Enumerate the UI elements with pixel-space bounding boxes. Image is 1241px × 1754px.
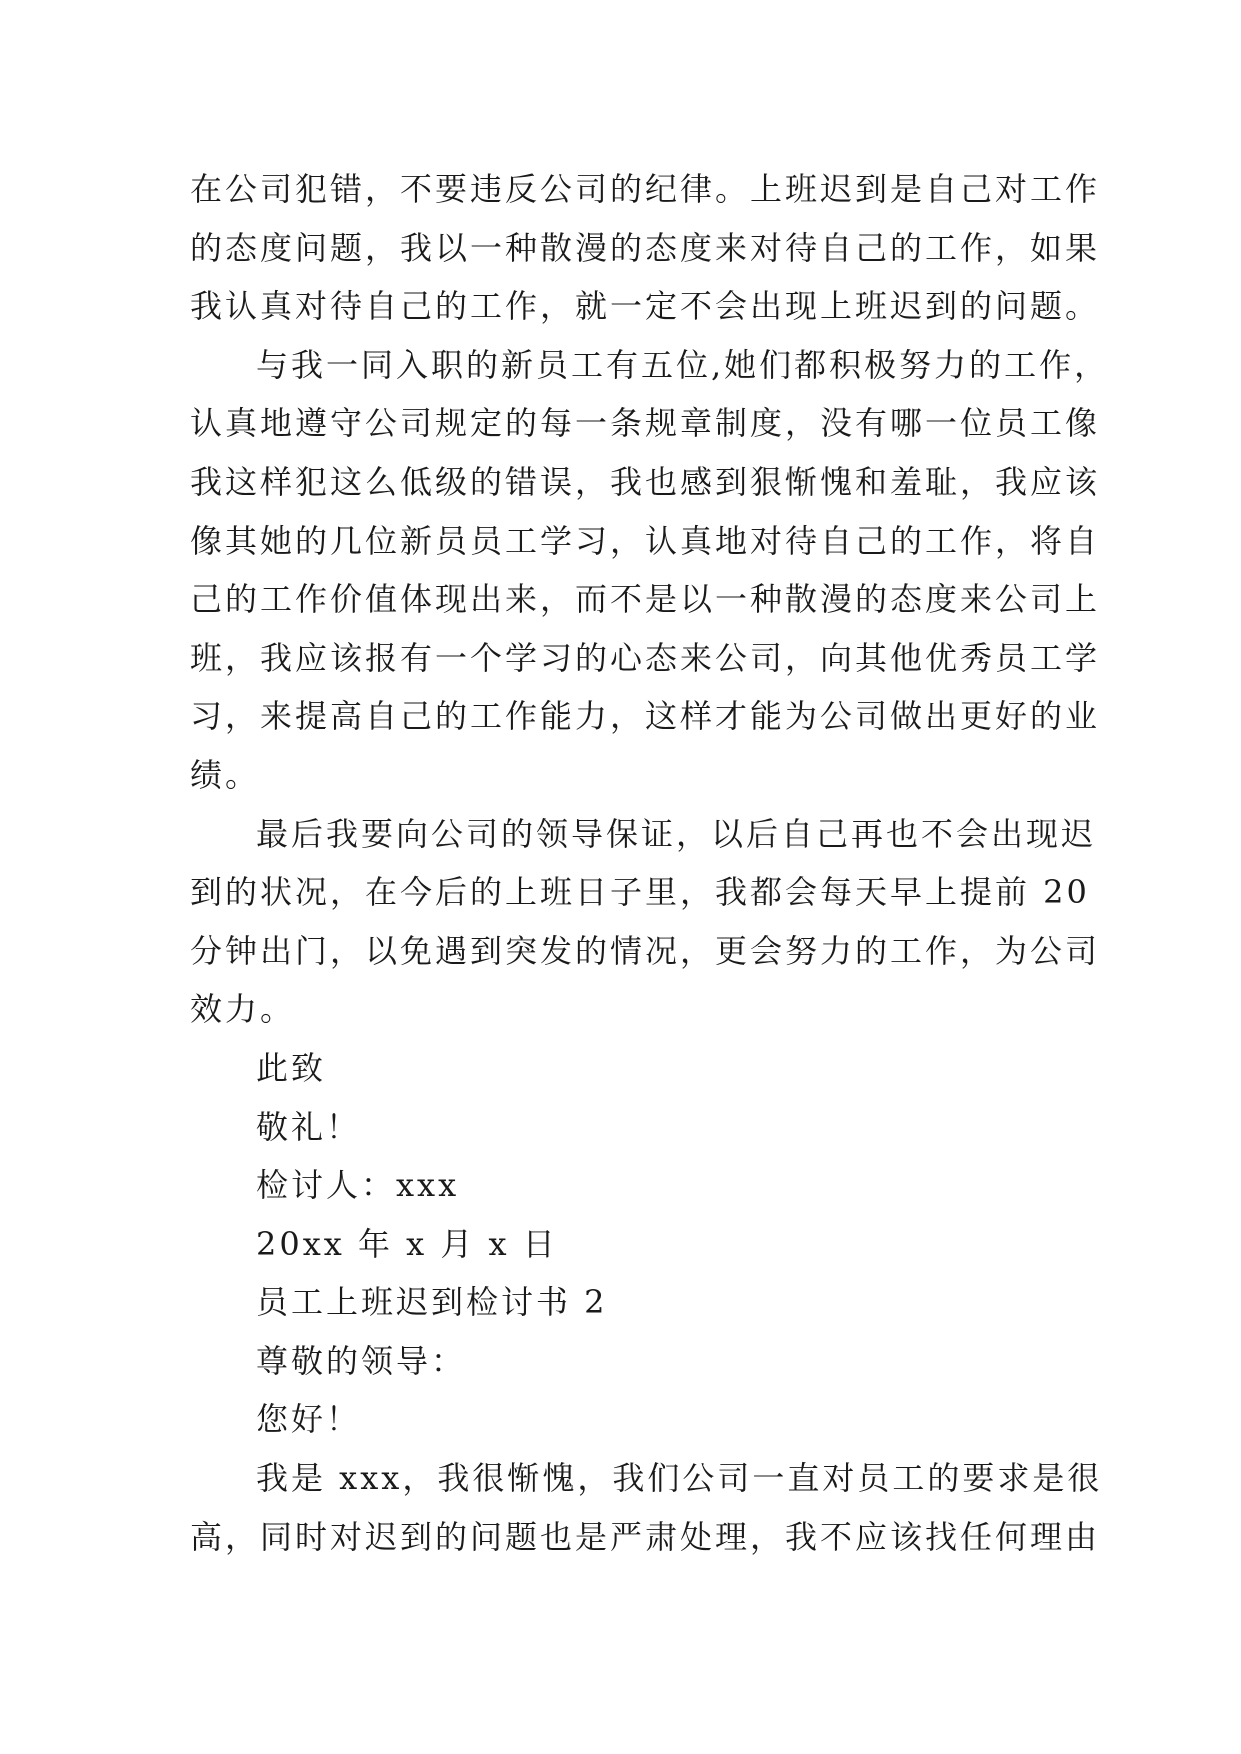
text-line: 最后我要向公司的领导保证，以后自己再也不会出现迟 [256, 814, 1097, 853]
text-line: 高，同时对迟到的问题也是严肃处理，我不应该找任何理由 [190, 1517, 1101, 1556]
text-line: 分钟出门，以免遇到突发的情况，更会努力的工作，为公司 [190, 931, 1101, 970]
salutation-line: 敬礼！ [256, 1107, 362, 1146]
text-line: 在公司犯错，不要违反公司的纪律。上班迟到是自己对工作 [190, 170, 1101, 208]
text-line: 班，我应该报有一个学习的心态来公司，向其他优秀员工学 [190, 638, 1101, 677]
text-line: 的态度问题，我以一种散漫的态度来对待自己的工作，如果 [190, 228, 1101, 267]
text-line: 像其她的几位新员员工学习，认真地对待自己的工作，将自 [190, 521, 1101, 560]
text-line: 我这样犯这么低级的错误，我也感到狠惭愧和羞耻，我应该 [190, 462, 1101, 501]
text-line: 己的工作价值体现出来，而不是以一种散漫的态度来公司上 [190, 580, 1101, 619]
text-line: 我是 xxx，我很惭愧，我们公司一直对员工的要求是很 [256, 1459, 1103, 1498]
text-line: 认真地遵守公司规定的每一条规章制度，没有哪一位员工像 [190, 404, 1101, 443]
text-line: 与我一同入职的新员工有五位,她们都积极努力的工作， [256, 345, 1110, 384]
signature-line: 检讨人：xxx [256, 1166, 460, 1205]
greeting-line: 您好！ [256, 1400, 362, 1439]
text-line: 绩。 [190, 755, 261, 794]
closing-line: 此致 [256, 1048, 327, 1087]
text-line: 我认真对待自己的工作，就一定不会出现上班迟到的问题。 [190, 287, 1101, 326]
date-line: 20xx 年 x 月 x 日 [256, 1224, 558, 1263]
text-line: 效力。 [190, 990, 296, 1029]
section-title: 员工上班迟到检讨书 2 [256, 1283, 608, 1322]
greeting-line: 尊敬的领导： [256, 1341, 467, 1380]
text-line: 到的状况，在今后的上班日子里，我都会每天早上提前 20 [190, 873, 1090, 912]
text-line: 习，来提高自己的工作能力，这样才能为公司做出更好的业 [190, 697, 1101, 736]
document-page [190, 160, 1110, 1566]
